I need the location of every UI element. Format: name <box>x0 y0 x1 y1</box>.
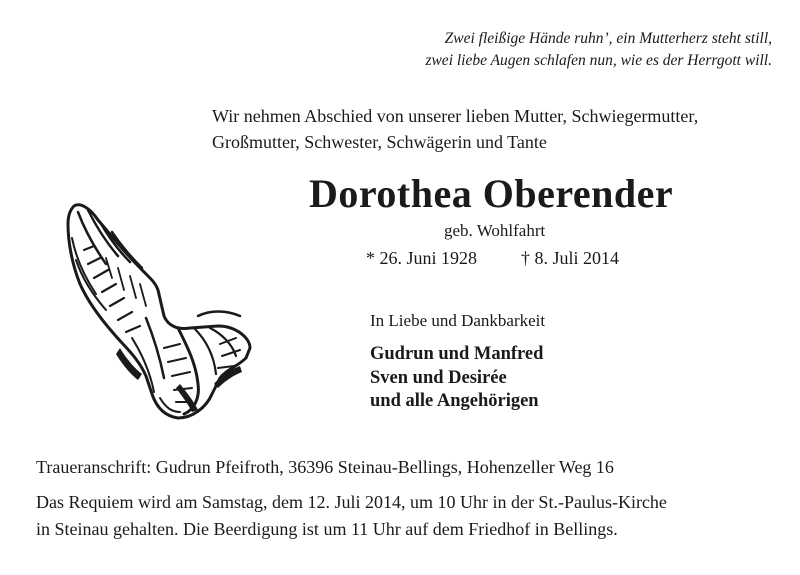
gratitude-line: In Liebe und Dankbarkeit <box>370 311 546 330</box>
mourner-entry: Sven und Desirée <box>370 367 507 388</box>
service-info <box>36 489 776 543</box>
death-date: † 8. Juli 2014 <box>521 248 620 268</box>
life-dates <box>366 245 619 271</box>
mourner-entry: Gudrun und Manfred <box>370 344 544 364</box>
intro-line-2: Großmutter, Schwester, Schwägerin und Tante <box>212 132 547 152</box>
mourners-list <box>370 343 543 414</box>
praying-hands-icon <box>60 198 252 423</box>
intro-line-1: Wir nehmen Abschied von unserer lieben Mutter, Schwiegermutter, <box>212 106 699 126</box>
motto-line-1: Zwei fleißige Hände ruhn’, ein Mutterherz steht still, <box>444 30 772 47</box>
intro-text <box>212 103 782 155</box>
service-line-1: Das Requiem wird am Samstag, dem 12. Juli 2014, um 10 Uhr in der St.-Paulus-Kirche <box>36 492 667 512</box>
condolence-address: Traueranschrift: Gudrun Pfeifroth, 36396 Steinau-Bellings, Hohenzeller Weg 16 <box>36 457 614 477</box>
birth-date: * 26. Juni 1928 <box>366 248 478 268</box>
motto-verse <box>252 28 772 72</box>
motto-line-2: zwei liebe Augen schlafen nun, wie es der Herrgott will. <box>425 52 772 69</box>
maiden-name: geb. Wohlfahrt <box>444 221 546 240</box>
mourner-entry: und alle Angehörigen <box>370 391 539 411</box>
service-line-2: in Steinau gehalten. Die Beerdigung ist um 11 Uhr auf dem Friedhof in Bellings. <box>36 519 618 539</box>
deceased-name: Dorothea Oberender <box>309 171 674 216</box>
